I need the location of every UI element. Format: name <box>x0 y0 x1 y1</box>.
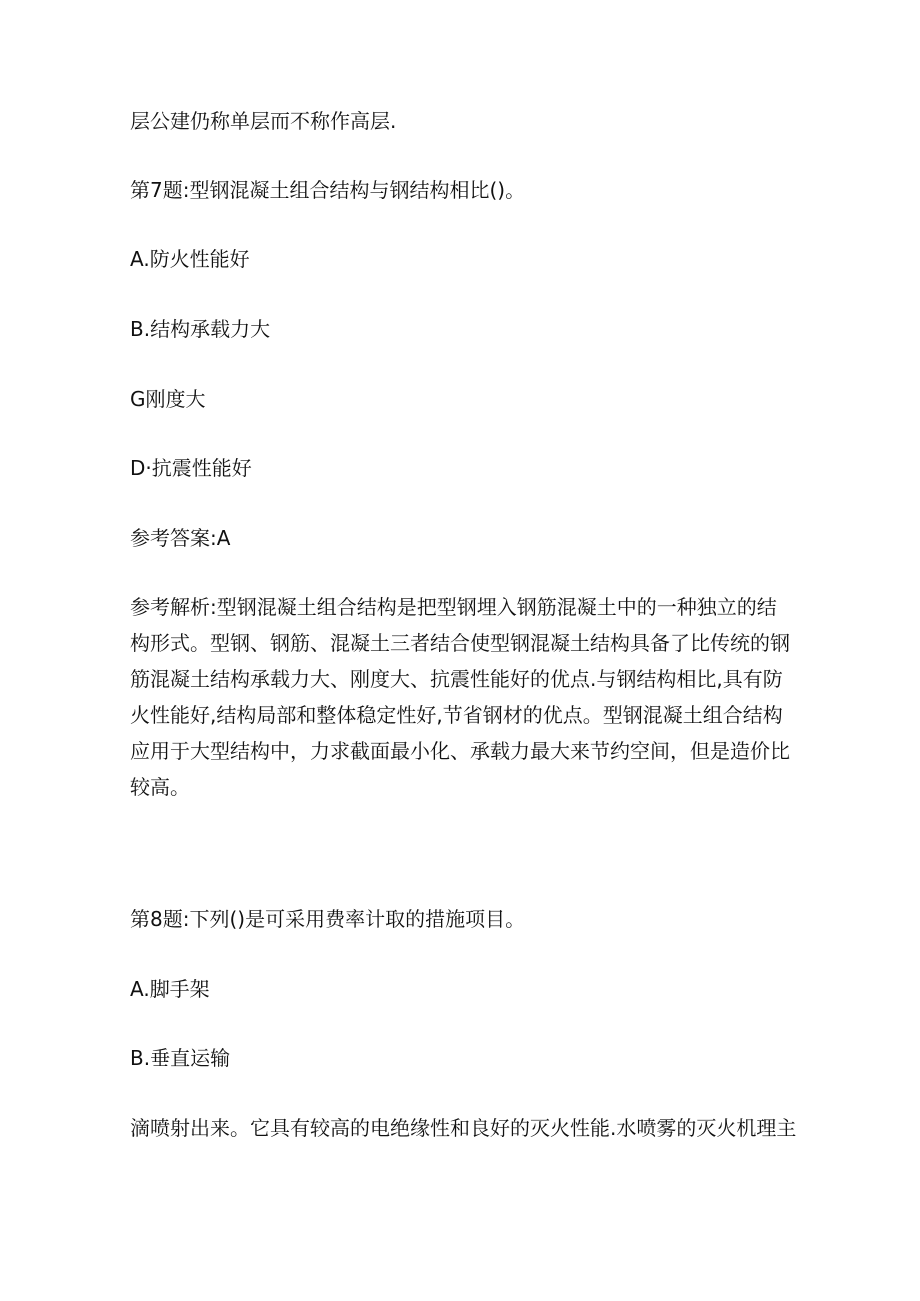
analysis-line: 火性能好,结构局部和整体稳定性好,节省钢材的优点。型钢混凝土组合结构 <box>130 703 783 727</box>
question-7-stem: 第7题:型钢混凝土组合结构与钢结构相比()。 <box>130 178 526 202</box>
question-7-option-b: B.结构承载力大 <box>130 317 271 341</box>
text-line-continuation: 层公建仍称单层而不称作高层. <box>130 109 397 133</box>
question-7-analysis <box>130 589 810 805</box>
analysis-line: 应用于大型结构中，力求截面最小化、承载力最大来节约空间，但是造价比 <box>130 739 790 763</box>
question-7-option-a: A.防火性能好 <box>130 247 250 271</box>
analysis-line: 参考解析:型钢混凝土组合结构是把型钢埋入钢筋混凝土中的一种独立的结 <box>130 595 777 619</box>
analysis-line: 构形式。型钢、钢筋、混凝土三者结合使型钢混凝土结构具备了比传统的钢 <box>130 631 790 655</box>
question-8-stem: 第8题:下列()是可采用费率计取的措施项目。 <box>130 907 526 931</box>
question-7-option-d: D·抗震性能好 <box>130 456 252 480</box>
analysis-line: 筋混凝土结构承载力大、刚度大、抗震性能好的优点.与钢结构相比,具有防 <box>130 667 783 691</box>
question-7-answer: 参考答案:A <box>130 526 231 550</box>
text-line-fragment: 滴喷射出来。它具有较高的电绝缘性和良好的灭火性能.水喷雾的灭火机理主 <box>130 1116 797 1140</box>
question-8-option-b: B.垂直运输 <box>130 1046 231 1070</box>
analysis-line: 较高。 <box>130 775 190 799</box>
question-7-option-c: G刚度大 <box>130 387 206 411</box>
question-8-option-a: A.脚手架 <box>130 977 210 1001</box>
